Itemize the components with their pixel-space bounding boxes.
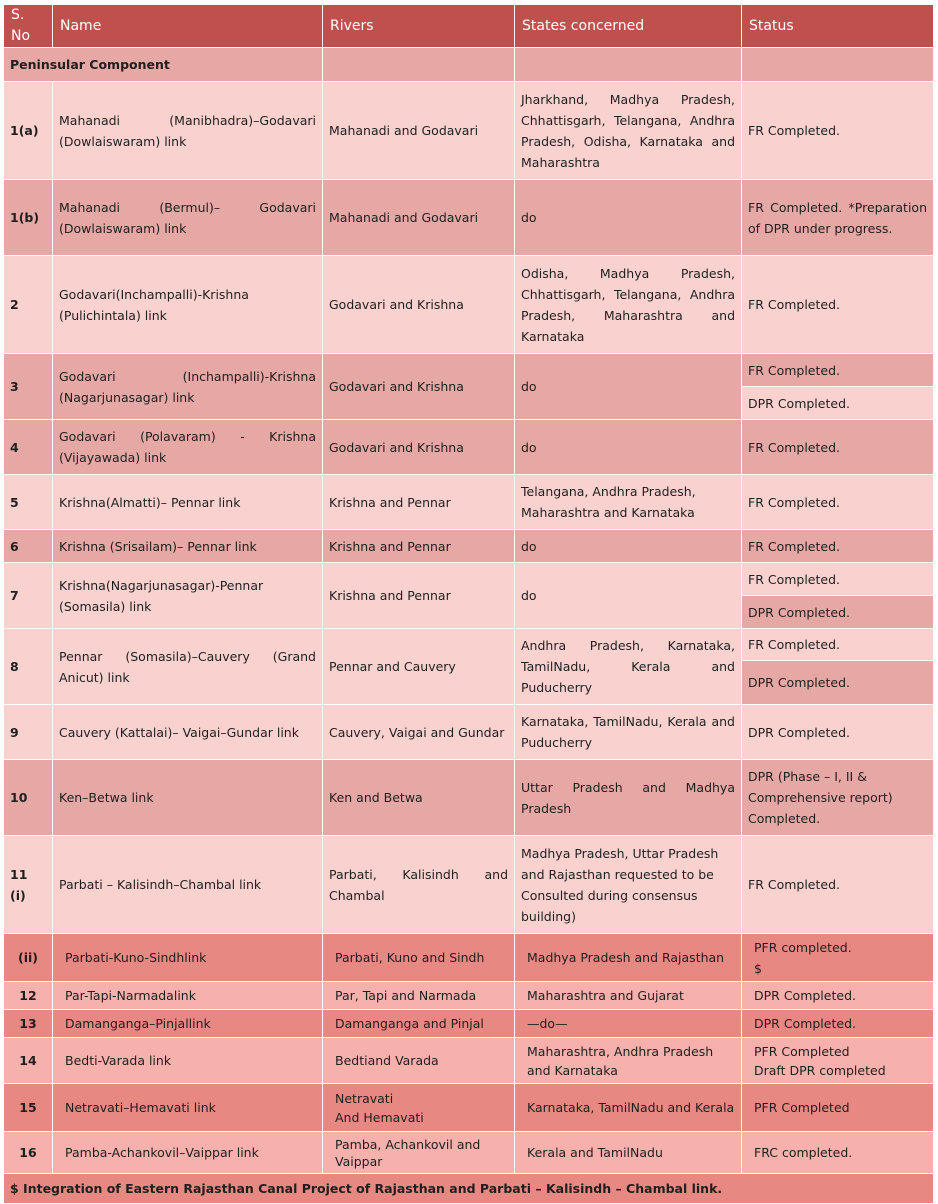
row-status: DPR Completed. [742, 1010, 934, 1038]
header-states: States concerned [515, 5, 742, 48]
row-sno: 1(a) [4, 82, 53, 180]
row-states: Kerala and TamilNadu [515, 1132, 742, 1174]
row-status-fr: FR Completed. [742, 563, 934, 596]
row-status-dpr: DPR Completed. [742, 387, 934, 420]
table-row [4, 1010, 934, 1038]
row-sno: 8 [4, 629, 53, 705]
row-rivers-line: And Hemavati [335, 1109, 424, 1125]
row-name: Pennar (Somasila)–Cauvery (Grand Anicut) link [53, 629, 323, 705]
table-row [4, 705, 934, 760]
row-status-draft: Draft DPR completed [754, 1062, 886, 1078]
row-states: Maharashtra, Andhra Pradesh and Karnataka [515, 1038, 742, 1084]
table-row [4, 1132, 934, 1174]
header-sno: S. No [4, 5, 53, 48]
row-name: Damanganga–Pinjallink [53, 1010, 323, 1038]
row-states: Madhya Pradesh, Uttar Pradesh and Rajasthan requested to be Consulted during consensus building) [515, 836, 742, 934]
table-row [4, 354, 934, 387]
row-rivers: Parbati, Kalisindh and Chambal [323, 836, 515, 934]
row-status: FRC completed. [742, 1132, 934, 1174]
header-row [4, 5, 934, 48]
row-status-text: PFR completed. [754, 939, 852, 955]
row-status [742, 934, 934, 982]
row-status: FR Completed. [742, 82, 934, 180]
table-row [4, 256, 934, 354]
row-rivers: Pamba, Achankovil and Vaippar [323, 1132, 515, 1174]
row-name: Netravati–Hemavati link [53, 1084, 323, 1132]
table-row [4, 934, 934, 982]
row-states: Maharashtra and Gujarat [515, 982, 742, 1010]
row-name: Ken–Betwa link [53, 760, 323, 836]
row-states: Karnataka, TamilNadu, Kerala and Puducherry [515, 705, 742, 760]
row-rivers: Damanganga and Pinjal [323, 1010, 515, 1038]
row-states: do [515, 180, 742, 256]
row-status: PFR Completed [742, 1084, 934, 1132]
row-status [742, 1038, 934, 1084]
row-status-pfr: PFR Completed [754, 1043, 850, 1059]
row-name: Mahanadi (Manibhadra)–Godavari (Dowlaiswaram) link [53, 82, 323, 180]
row-status: FR Completed. [742, 836, 934, 934]
row-sno: 11 (i) [4, 836, 53, 934]
row-status-dpr: DPR Completed. [742, 661, 934, 705]
footnote-row [4, 1174, 934, 1204]
row-sno: 2 [4, 256, 53, 354]
row-sno: 1(b) [4, 180, 53, 256]
row-sno: 3 [4, 354, 53, 420]
row-rivers: Godavari and Krishna [323, 420, 515, 475]
river-links-table [3, 4, 934, 1204]
row-status: FR Completed. [742, 530, 934, 563]
row-sno: 4 [4, 420, 53, 475]
row-states: do [515, 563, 742, 629]
row-rivers: Par, Tapi and Narmada [323, 982, 515, 1010]
table-row [4, 836, 934, 934]
table-row [4, 420, 934, 475]
row-rivers-line: Netravati [335, 1090, 394, 1106]
row-status: FR Completed. [742, 256, 934, 354]
row-rivers: Bedtiand Varada [323, 1038, 515, 1084]
row-sno: 16 [4, 1132, 53, 1174]
table-row [4, 1038, 934, 1084]
row-states: Telangana, Andhra Pradesh, Maharashtra and Karnataka [515, 475, 742, 530]
row-sno: 6 [4, 530, 53, 563]
header-status: Status [742, 5, 934, 48]
row-sno: 10 [4, 760, 53, 836]
section-blank [742, 48, 934, 82]
row-states: —do— [515, 1010, 742, 1038]
row-sno: 5 [4, 475, 53, 530]
section-blank [323, 48, 515, 82]
row-rivers: Ken and Betwa [323, 760, 515, 836]
row-states: Jharkhand, Madhya Pradesh, Chhattisgarh, Telangana, Andhra Pradesh, Odisha, Karnataka and Maharashtra [515, 82, 742, 180]
row-status: FR Completed. [742, 420, 934, 475]
row-status: FR Completed. [742, 475, 934, 530]
row-sno: 12 [4, 982, 53, 1010]
table-row [4, 629, 934, 661]
header-name: Name [53, 5, 323, 48]
row-rivers: Parbati, Kuno and Sindh [323, 934, 515, 982]
row-name: Bedti-Varada link [53, 1038, 323, 1084]
row-name: Par-Tapi-Narmadalink [53, 982, 323, 1010]
row-sno: 9 [4, 705, 53, 760]
table-row [4, 180, 934, 256]
row-states: Madhya Pradesh and Rajasthan [515, 934, 742, 982]
row-rivers: Mahanadi and Godavari [323, 82, 515, 180]
row-name: Krishna(Almatti)– Pennar link [53, 475, 323, 530]
row-name: Krishna(Nagarjunasagar)-Pennar (Somasila) link [53, 563, 323, 629]
table-row [4, 563, 934, 596]
table-row [4, 82, 934, 180]
row-states: Karnataka, TamilNadu and Kerala [515, 1084, 742, 1132]
row-states: do [515, 530, 742, 563]
table-row [4, 982, 934, 1010]
row-states: do [515, 354, 742, 420]
row-name: Mahanadi (Bermul)– Godavari (Dowlaiswaram) link [53, 180, 323, 256]
row-rivers: Pennar and Cauvery [323, 629, 515, 705]
row-rivers: Krishna and Pennar [323, 530, 515, 563]
row-sno: (ii) [4, 934, 53, 982]
row-name: Godavari (Polavaram) - Krishna (Vijayawada) link [53, 420, 323, 475]
row-rivers: Cauvery, Vaigai and Gundar [323, 705, 515, 760]
row-name: Pamba-Achankovil–Vaippar link [53, 1132, 323, 1174]
row-sno: 13 [4, 1010, 53, 1038]
table-row [4, 760, 934, 836]
row-rivers: Mahanadi and Godavari [323, 180, 515, 256]
row-name: Parbati-Kuno-Sindhlink [53, 934, 323, 982]
row-name: Cauvery (Kattalai)– Vaigai–Gundar link [53, 705, 323, 760]
row-states: do [515, 420, 742, 475]
row-states: Odisha, Madhya Pradesh, Chhattisgarh, Telangana, Andhra Pradesh, Maharashtra and Karnataka [515, 256, 742, 354]
row-states: Uttar Pradesh and Madhya Pradesh [515, 760, 742, 836]
row-rivers: Godavari and Krishna [323, 256, 515, 354]
row-status: DPR Completed. [742, 705, 934, 760]
row-name: Godavari(Inchampalli)-Krishna (Pulichintala) link [53, 256, 323, 354]
dollar-marker: $ [754, 960, 762, 976]
row-status: FR Completed. *Preparation of DPR under progress. [742, 180, 934, 256]
section-row [4, 48, 934, 82]
section-title: Peninsular Component [4, 48, 323, 82]
table-row [4, 530, 934, 563]
footnote: $ Integration of Eastern Rajasthan Canal Project of Rajasthan and Parbati – Kalisindh – Chambal link. [4, 1174, 934, 1204]
header-rivers: Rivers [323, 5, 515, 48]
row-status-fr: FR Completed. [742, 354, 934, 387]
row-rivers [323, 1084, 515, 1132]
row-status-dpr: DPR Completed. [742, 596, 934, 629]
row-sno: 7 [4, 563, 53, 629]
table-row [4, 1084, 934, 1132]
row-rivers: Krishna and Pennar [323, 563, 515, 629]
row-sno: 15 [4, 1084, 53, 1132]
row-rivers: Krishna and Pennar [323, 475, 515, 530]
row-status: DPR (Phase – I, II & Comprehensive report) Completed. [742, 760, 934, 836]
row-name: Parbati – Kalisindh–Chambal link [53, 836, 323, 934]
row-sno: 14 [4, 1038, 53, 1084]
row-name: Krishna (Srisailam)– Pennar link [53, 530, 323, 563]
row-status-fr: FR Completed. [742, 629, 934, 661]
section-blank [515, 48, 742, 82]
row-rivers: Godavari and Krishna [323, 354, 515, 420]
table-row [4, 475, 934, 530]
row-states: Andhra Pradesh, Karnataka, TamilNadu, Kerala and Puducherry [515, 629, 742, 705]
row-name: Godavari (Inchampalli)-Krishna (Nagarjunasagar) link [53, 354, 323, 420]
row-status: DPR Completed. [742, 982, 934, 1010]
